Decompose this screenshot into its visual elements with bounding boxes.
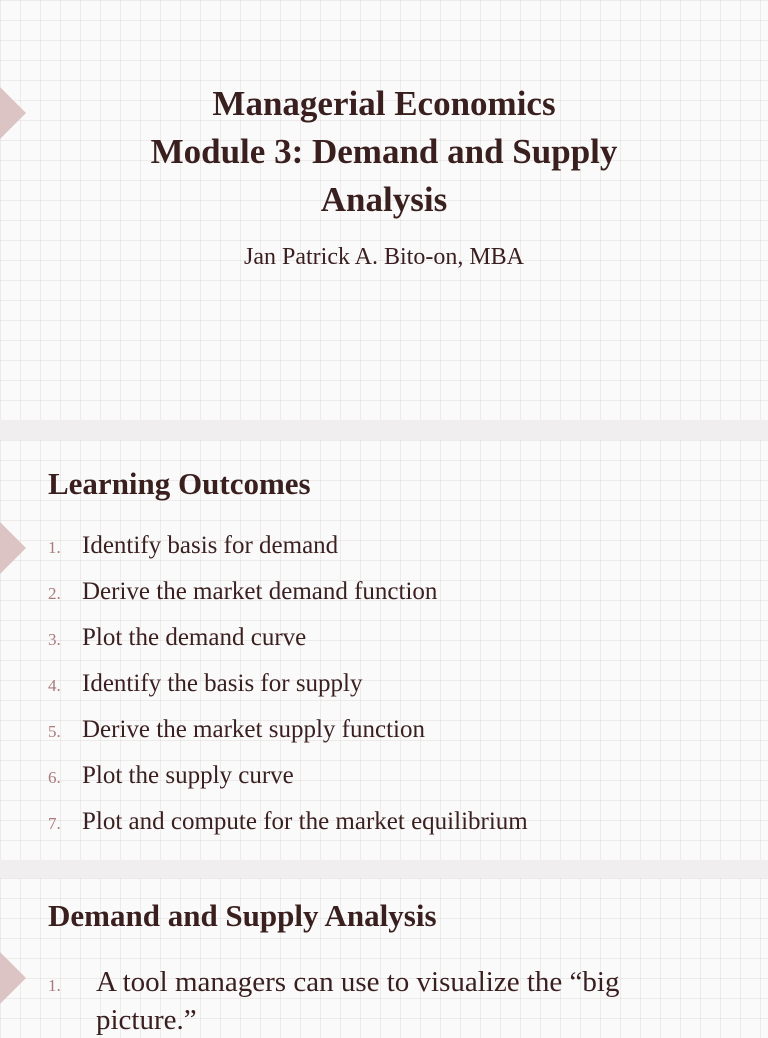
list-text: Plot and compute for the market equilibrium xyxy=(82,808,528,835)
slide-title xyxy=(60,80,708,224)
list-item xyxy=(48,802,528,848)
list-text: Plot the supply curve xyxy=(82,762,294,789)
list-item xyxy=(48,618,528,664)
title-line: Analysis xyxy=(320,180,448,219)
list-text: Derive the market supply function xyxy=(82,716,425,743)
list-number: 4. xyxy=(48,676,61,695)
demand-supply-slide xyxy=(0,878,768,1038)
slide-marker-icon xyxy=(0,950,26,1006)
list-number: 6. xyxy=(48,768,61,787)
list-number: 7. xyxy=(48,814,61,833)
slide-divider xyxy=(0,860,768,878)
list-number: 1. xyxy=(48,538,61,557)
list-text: Derive the market demand function xyxy=(82,578,438,605)
slide-marker-icon xyxy=(0,520,26,576)
list-item xyxy=(48,572,528,618)
list-item xyxy=(48,756,528,802)
slide-heading: Learning Outcomes xyxy=(48,466,311,501)
list-item xyxy=(48,710,528,756)
list-text: Identify basis for demand xyxy=(82,532,339,559)
list-number: 5. xyxy=(48,722,61,741)
slide-marker-icon xyxy=(0,85,26,141)
title-line: Managerial Economics xyxy=(212,84,556,123)
title-line: Module 3: Demand and Supply xyxy=(150,132,618,171)
author-name: Jan Patrick A. Bito-on, MBA xyxy=(244,244,524,270)
title-slide xyxy=(0,0,768,420)
slide-heading: Demand and Supply Analysis xyxy=(48,898,437,933)
list-item xyxy=(48,664,528,710)
list-number: 1. xyxy=(48,976,61,995)
slide-divider xyxy=(0,420,768,440)
list-number: 3. xyxy=(48,630,61,649)
list-text-continuation: picture.” xyxy=(96,1004,197,1036)
list-item xyxy=(48,962,619,1007)
list-text: Identify the basis for supply xyxy=(82,670,363,697)
list-text: Plot the demand curve xyxy=(82,624,307,651)
list-item xyxy=(48,526,528,572)
list-number: 2. xyxy=(48,584,61,603)
list-text: A tool managers can use to visualize the “big xyxy=(96,966,620,998)
analysis-list xyxy=(48,962,619,1007)
outcomes-list xyxy=(48,526,528,848)
learning-outcomes-slide xyxy=(0,440,768,860)
